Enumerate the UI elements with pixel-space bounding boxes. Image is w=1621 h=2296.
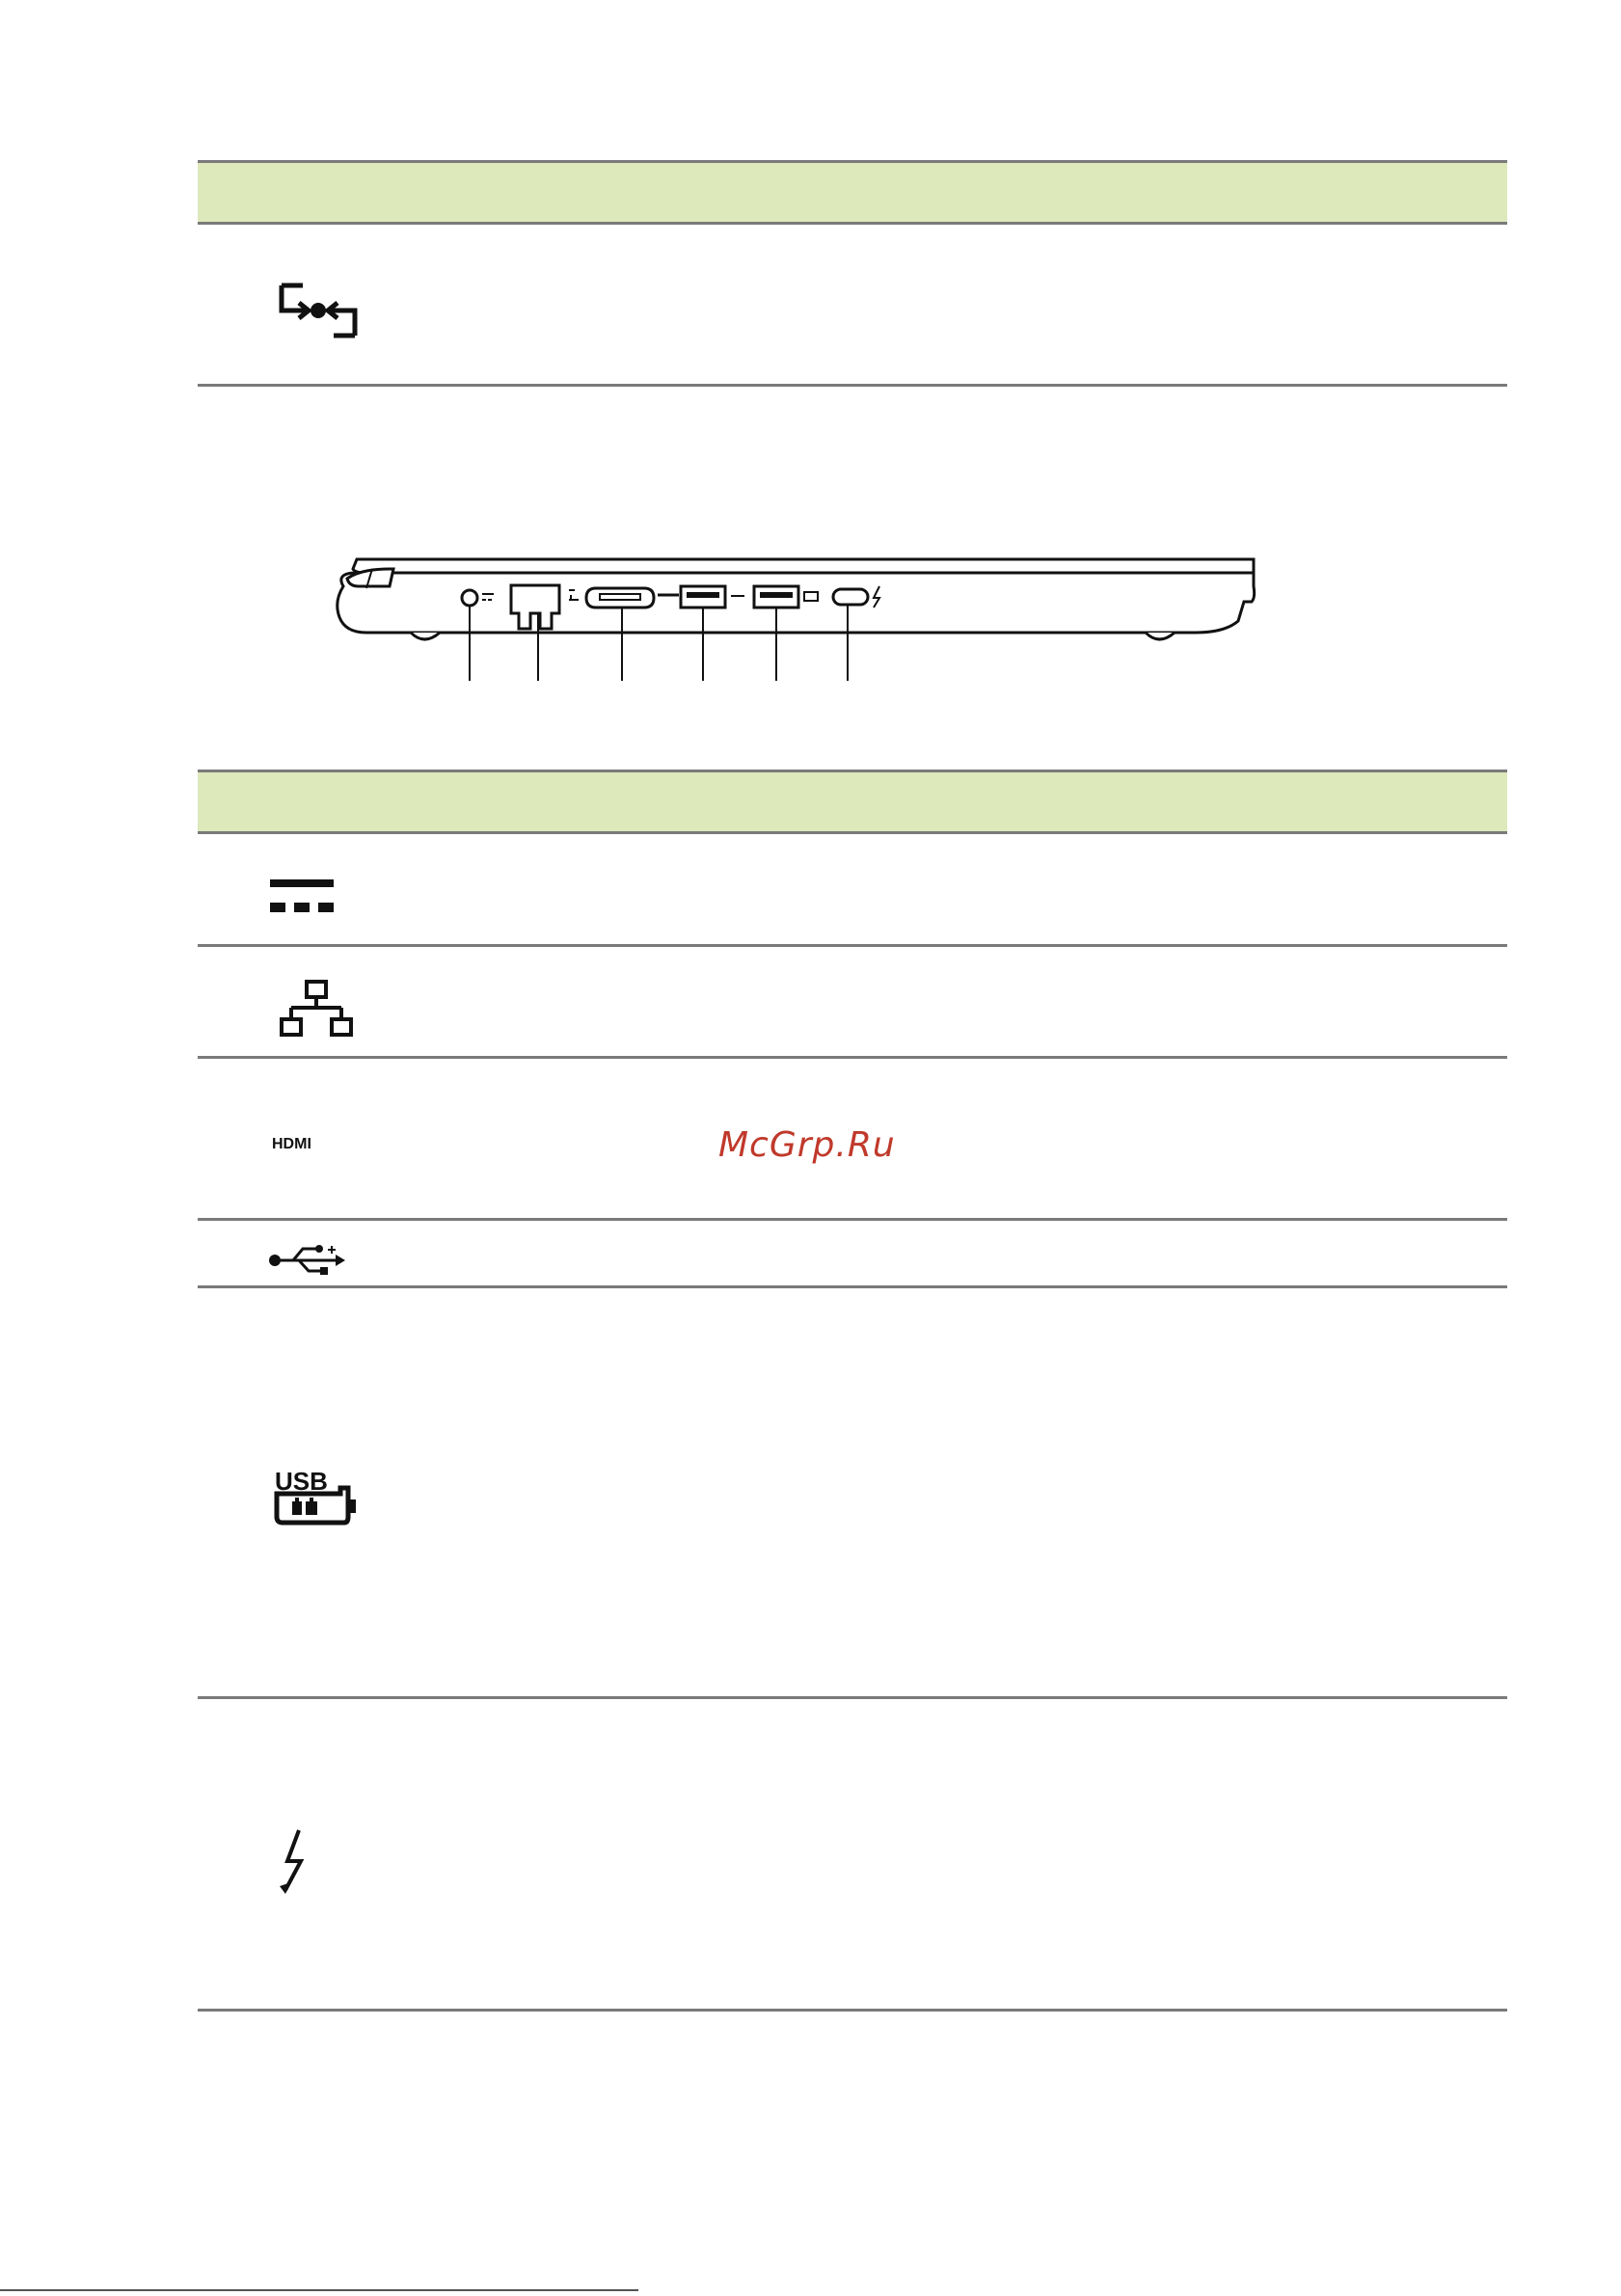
svg-text:USB: USB [275,1469,328,1496]
ports-row-divider [198,1218,1507,1221]
svg-text:HDMI: HDMI [272,1136,311,1150]
ports-row-divider [198,1056,1507,1059]
ports-row-divider [198,1696,1507,1699]
ports-row-divider [198,944,1507,947]
display-switch-icon [278,282,359,344]
ports-table-header [198,770,1507,834]
dc-in-icon [270,878,334,921]
watermark: McGrp.Ru [718,1125,896,1165]
top-table-header [198,160,1507,225]
ports-row-divider [198,1285,1507,1288]
ethernet-icon [280,979,353,1043]
usb-icon [268,1242,345,1283]
ports-table-bottom-rule [198,2009,1507,2012]
usb-charging-icon [273,1469,369,1531]
footer-rule [0,2289,638,2291]
thunderbolt-icon [278,1828,316,1901]
top-table-bottom-rule [198,384,1507,387]
hdmi-icon [272,1135,336,1155]
laptop-side-view [328,550,1263,699]
